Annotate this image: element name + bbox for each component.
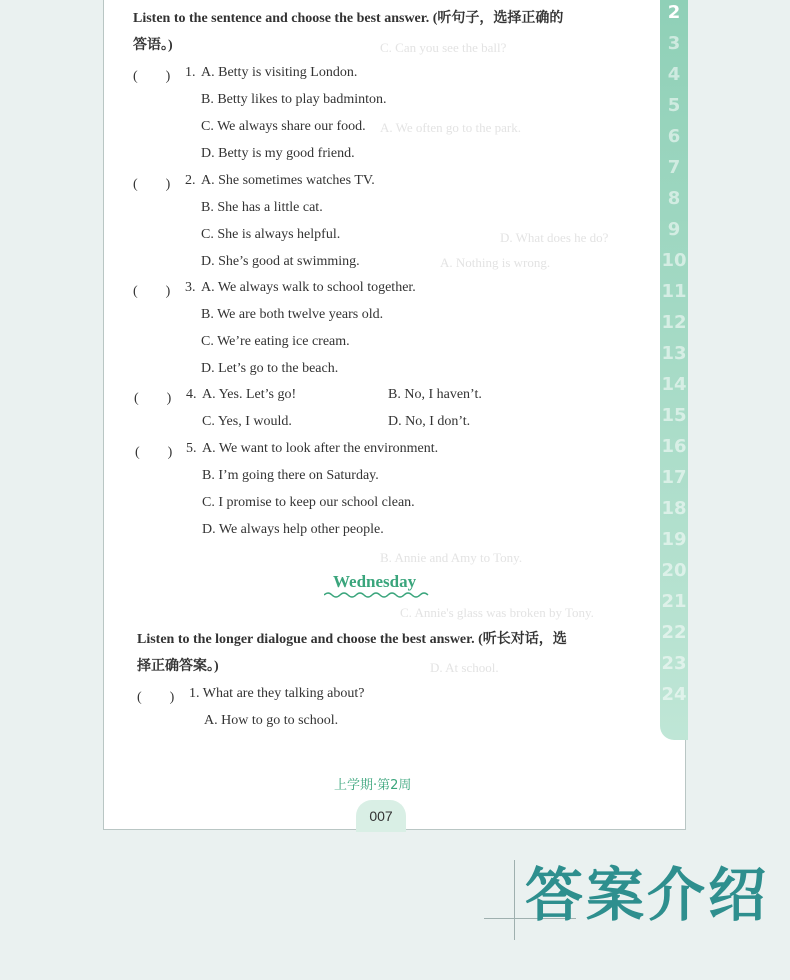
section-heading	[137, 626, 632, 680]
side-tab-number: 2	[667, 2, 681, 23]
side-tab-number: 17	[661, 467, 687, 488]
option-text: B. We are both twelve years old.	[201, 307, 384, 322]
answer-blank[interactable]: ( )	[133, 177, 171, 192]
day-title: Wednesday	[333, 572, 417, 591]
option-text: C. We’re eating ice cream.	[201, 334, 350, 349]
bleed-through-text: A. We often go to the park.	[380, 120, 521, 135]
heading-line: 择正确答案。)	[137, 659, 219, 674]
answer-blank[interactable]: ( )	[134, 391, 172, 406]
option-text: D. Betty is my good friend.	[201, 146, 355, 161]
side-number-tab	[660, 0, 688, 740]
wavy-underline	[324, 590, 430, 600]
option-text: B. I’m going there on Saturday.	[202, 468, 379, 483]
side-tab-number: 3	[667, 33, 681, 54]
option-text: B. Betty likes to play badminton.	[201, 92, 387, 107]
option-text: A. How to go to school.	[204, 713, 339, 728]
question-number: 1.	[185, 65, 196, 80]
bleed-through-text: A. Nothing is wrong.	[440, 255, 551, 270]
option-text: A. We always walk to school together.	[201, 280, 416, 295]
option-text: A. We want to look after the environment.	[202, 441, 439, 456]
option-text: A. Yes. Let’s go!	[202, 387, 297, 402]
option-text: D. She’s good at swimming.	[201, 254, 360, 269]
bleed-through-text: B. Annie and Amy to Tony.	[380, 550, 523, 565]
side-tab-number: 11	[661, 281, 687, 302]
option-text: D. No, I don’t.	[388, 414, 471, 429]
banner-title: 答案介绍	[525, 861, 770, 929]
answer-blank[interactable]: ( )	[135, 445, 173, 460]
side-tab-number: 13	[661, 343, 687, 364]
bleed-through-text: D. At school.	[430, 660, 499, 675]
option-text: A. Betty is visiting London.	[201, 65, 358, 80]
side-tab-number: 24	[661, 684, 687, 705]
option-text: A. She sometimes watches TV.	[201, 173, 375, 188]
side-tab-number: 4	[667, 64, 681, 85]
decorative-line	[514, 860, 515, 940]
question-number: 2.	[185, 173, 196, 188]
question-number: 3.	[185, 280, 196, 295]
answer-blank[interactable]: ( )	[137, 690, 175, 705]
footer-title: 上学期·第2周	[334, 778, 412, 793]
question-number: 5.	[186, 441, 197, 456]
option-text: B. She has a little cat.	[201, 200, 323, 215]
side-tab-number: 23	[661, 653, 687, 674]
heading-line: Listen to the sentence and choose the best answer. (听句子，选择正确的	[133, 11, 564, 26]
side-tab-number: 22	[661, 622, 687, 643]
side-tab-number: 16	[661, 436, 687, 457]
answer-blank[interactable]: ( )	[133, 69, 171, 84]
side-tab-number: 9	[667, 219, 681, 240]
question-text: 1. What are they talking about?	[189, 686, 365, 701]
option-text: B. No, I haven’t.	[388, 387, 482, 402]
side-tab-number: 21	[661, 591, 687, 612]
option-text: C. She is always helpful.	[201, 227, 341, 242]
option-text: C. I promise to keep our school clean.	[202, 495, 415, 510]
bleed-through-text: D. What does he do?	[500, 230, 609, 245]
page-number: 007	[356, 800, 406, 832]
option-text: C. Yes, I would.	[202, 414, 292, 429]
side-tab-number: 10	[661, 250, 687, 271]
option-text: D. Let’s go to the beach.	[201, 361, 339, 376]
side-tab-number: 12	[661, 312, 687, 333]
option-text: C. We always share our food.	[201, 119, 366, 134]
side-tab-number: 19	[661, 529, 687, 550]
side-tab-number: 6	[667, 126, 681, 147]
section-heading	[133, 5, 628, 59]
side-tab-number: 14	[661, 374, 687, 395]
bleed-through-text: C. Can you see the ball?	[380, 40, 507, 55]
side-tab-number: 7	[667, 157, 681, 178]
heading-line: Listen to the longer dialogue and choose the best answer. (听长对话，选	[137, 632, 567, 647]
side-tab-number: 20	[661, 560, 687, 581]
answer-blank[interactable]: ( )	[133, 284, 171, 299]
bleed-through-text: C. Annie's glass was broken by Tony.	[400, 605, 594, 620]
side-tab-number: 18	[661, 498, 687, 519]
side-tab-number: 8	[667, 188, 681, 209]
question-number: 4.	[186, 387, 197, 402]
side-tab-number: 15	[661, 405, 687, 426]
option-text: D. We always help other people.	[202, 522, 384, 537]
heading-line: 答语。)	[133, 38, 173, 53]
side-tab-number: 5	[667, 95, 681, 116]
